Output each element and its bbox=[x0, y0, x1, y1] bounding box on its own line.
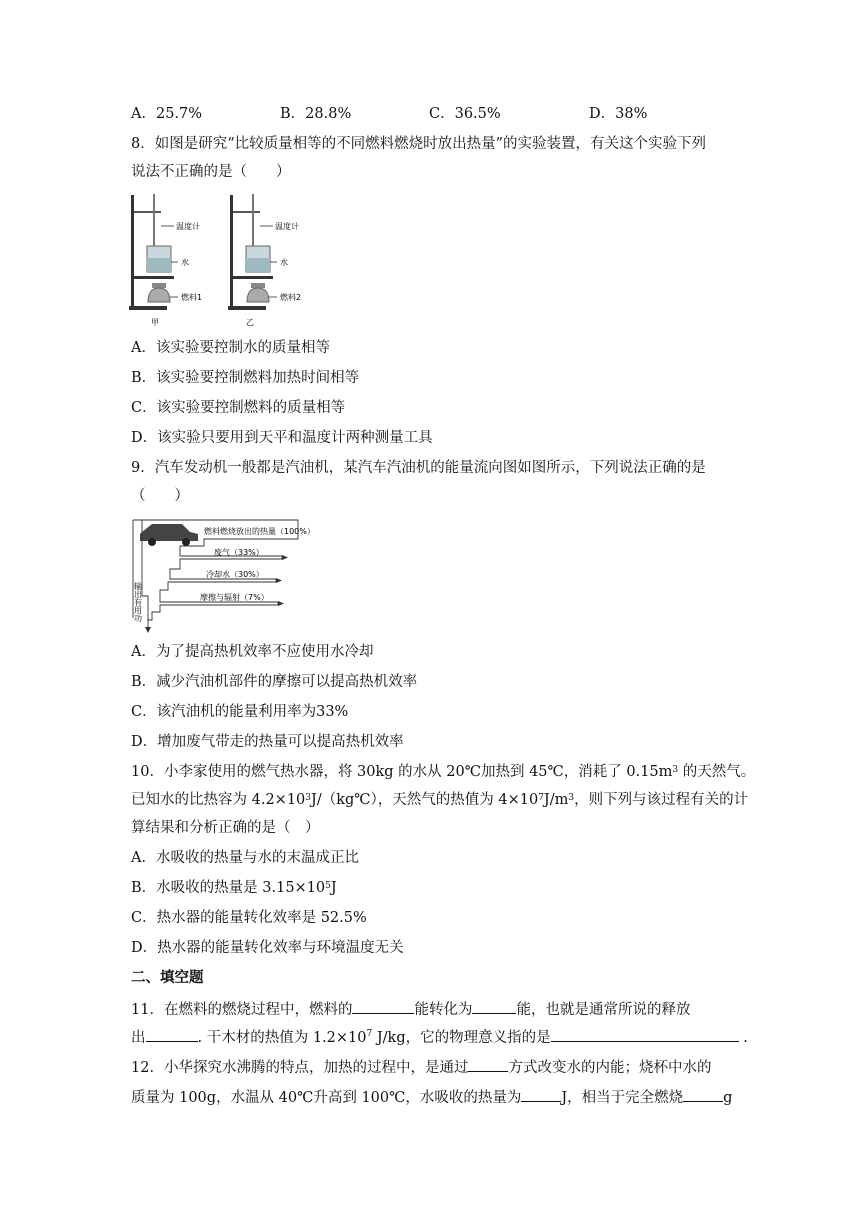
q11-line2: 出 . 干木材的热值为 $1.2\times 10^7$ J/kg，它的物理意义指的是 . bbox=[131, 1026, 748, 1048]
section-heading-fill-in: 二、填空题 bbox=[131, 969, 204, 986]
q9-option-c: C．该汽油机的能量利用率为33% bbox=[131, 704, 349, 720]
q9-option-a: A．为了提高热机效率不应使用水冷却 bbox=[131, 644, 374, 660]
q8-option-c: C．该实验要控制燃料的质量相等 bbox=[131, 400, 346, 416]
left-caption: 甲 bbox=[151, 318, 159, 327]
flow-exhaust-label: 废气（33%） bbox=[214, 548, 264, 557]
flow-total-label: 燃料燃烧放出的热量（100%） bbox=[204, 527, 315, 536]
q7-option-b: B．28.8% bbox=[280, 106, 352, 122]
right-water-label: 水 bbox=[280, 258, 288, 267]
q12-blank-3[interactable] bbox=[683, 1086, 723, 1102]
apparatus-left bbox=[129, 194, 202, 327]
q8-apparatus-figure bbox=[126, 190, 316, 332]
q8-option-a: A．该实验要控制水的质量相等 bbox=[131, 340, 330, 356]
left-water-label: 水 bbox=[181, 258, 189, 267]
apparatus-right bbox=[228, 194, 301, 327]
q10-option-c: C．热水器的能量转化效率是 52.5% bbox=[131, 910, 367, 926]
q9-option-b: B．减少汽油机部件的摩擦可以提高热机效率 bbox=[131, 674, 418, 690]
flow-output-label: 输出有用功 bbox=[133, 582, 143, 622]
q12-line2: 质量为 100g，水温从 40℃升高到 100℃，水吸收的热量为 J，相当于完全燃烧 g bbox=[131, 1086, 732, 1108]
right-thermo-label: 温度计 bbox=[275, 222, 299, 231]
q8-option-d: D．该实验只要用到天平和温度计两种测量工具 bbox=[131, 430, 433, 446]
q10-option-b: B．水吸收的热量是 $3.15\times 10^5J$ bbox=[131, 880, 337, 896]
q8-stem-line1: 8．如图是研究“比较质量相等的不同燃料燃烧时放出热量”的实验装置，有关这个实验下列 bbox=[131, 136, 707, 152]
car-icon bbox=[140, 524, 198, 546]
q9-stem-line1: 9．汽车发动机一般都是汽油机，某汽车汽油机的能量流向图如图所示，下列说法正确的是 bbox=[131, 460, 706, 476]
q11-blank-4[interactable] bbox=[551, 1026, 739, 1042]
q9-energy-flow-figure bbox=[128, 514, 348, 636]
q12-blank-2[interactable] bbox=[521, 1086, 561, 1102]
right-caption: 乙 bbox=[246, 318, 254, 327]
q7-option-c: C．36.5% bbox=[429, 106, 501, 122]
q10-option-a: A．水吸收的热量与水的末温成正比 bbox=[131, 850, 359, 866]
left-thermo-label: 温度计 bbox=[176, 222, 200, 231]
q8-stem-line2: 说法不正确的是（ ） bbox=[131, 164, 291, 180]
right-fuel-label: 燃料2 bbox=[280, 293, 302, 302]
q12-blank-1[interactable] bbox=[468, 1056, 508, 1072]
flow-cooling-label: 冷却水（30%） bbox=[206, 570, 264, 579]
q10-option-d: D．热水器的能量转化效率与环境温度无关 bbox=[131, 940, 404, 956]
q9-option-d: D．增加废气带走的热量可以提高热机效率 bbox=[131, 734, 404, 750]
q7-options bbox=[131, 104, 751, 124]
q10-stem-line3: 算结果和分析正确的是（ ） bbox=[131, 820, 320, 836]
q12-line1: 12．小华探究水沸腾的特点，加热的过程中，是通过 方式改变水的内能；烧杯中水的 bbox=[131, 1056, 711, 1078]
q11-blank-1[interactable] bbox=[352, 998, 414, 1014]
q11-line1: 11．在燃料的燃烧过程中，燃料的 能转化为 能，也就是通常所说的释放 bbox=[131, 998, 690, 1020]
q11-blank-2[interactable] bbox=[472, 998, 516, 1014]
q9-stem-line2: （ ） bbox=[131, 488, 189, 504]
q11-blank-3[interactable] bbox=[146, 1026, 198, 1042]
flow-friction-label: 摩擦与辐射（7%） bbox=[200, 593, 269, 602]
q7-option-a: A．25.7% bbox=[131, 106, 203, 122]
q10-stem-line1: 10．小李家使用的燃气热水器，将 30kg 的水从 20℃加热到 45℃，消耗了 $0.15m^3$ 的天然气。 bbox=[131, 764, 756, 780]
q7-option-d: D．38% bbox=[589, 106, 648, 122]
q8-option-b: B．该实验要控制燃料加热时间相等 bbox=[131, 370, 360, 386]
q10-stem-line2: 已知水的比热容为 $4.2\times 10^3J/(kg℃)$，天然气的热值为 $4\times 10^7J/m^3$，则下列与该过程有关的计 bbox=[131, 792, 749, 808]
left-fuel-label: 燃料1 bbox=[181, 293, 203, 302]
